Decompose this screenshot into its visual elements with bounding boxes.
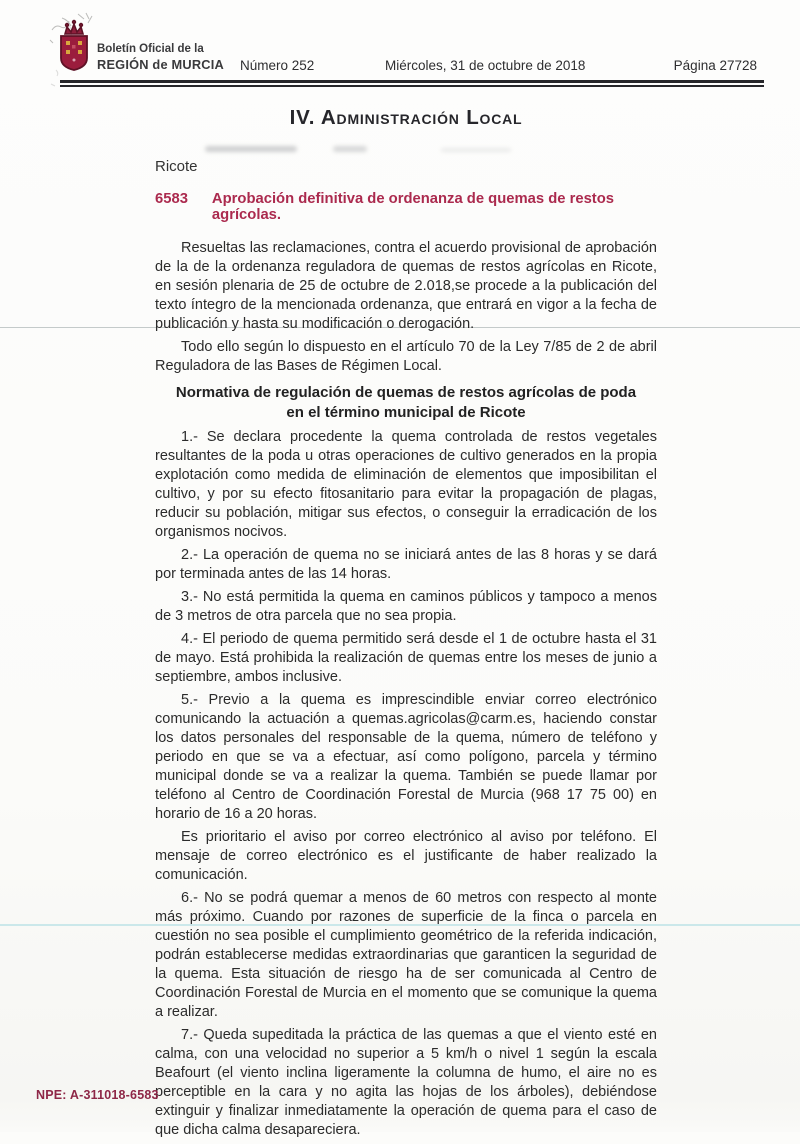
smudge-blob	[333, 146, 367, 152]
header-divider	[60, 80, 764, 87]
regulation-paragraph: 7.- Queda supeditada la práctica de las quemas a que el viento esté en calma, con una velocidad no superior a 5 km/h o nivel 1 según la escala Beafourt (el viento inclina ligeramente la columna de humo, el aire no es perceptible en la cara y no agita las hojas de los árboles), debiéndose extinguir y finalizar inmediatamente la operación de quema para el caso de que dicha calma desapareciera.	[155, 1027, 657, 1138]
ordinance-heading: Normativa de regulación de quemas de restos agrícolas de poda en el término municipal de Ricote	[175, 384, 637, 421]
faded-text-smudge	[155, 144, 657, 156]
regulation-paragraph: 4.- El periodo de quema permitido será desde el 1 de octubre hasta el 31 de mayo. Está prohibida la realización de quemas entre los meses de junio a septiembre, ambos inclusive.	[155, 631, 657, 685]
brand-line-1: Boletín Oficial de la	[97, 43, 204, 55]
issue-number: Número 252	[240, 58, 315, 73]
regulation-paragraph: 2.- La operación de quema no se iniciará antes de las 8 horas y se dará por terminada antes de las 14 horas.	[155, 547, 657, 582]
page-number: Página 27728	[673, 58, 757, 73]
publication-date: Miércoles, 31 de octubre de 2018	[385, 58, 586, 73]
intro-paragraph: Resueltas las reclamaciones, contra el acuerdo provisional de aprobación de la de la ordenanza reguladora de quemas de restos agrícolas en Ricote, en sesión plenaria de 25 de octubre de 2.018,se procede a la publicación del texto íntegro de la mencionada ordenanza, que entrará en vigor a la fecha de publicación y hasta su modificación o derogación.	[155, 240, 657, 332]
announcement-title: Aprobación definitiva de ordenanza de quemas de restos agrícolas.	[211, 191, 614, 223]
announcement-heading	[155, 191, 657, 223]
intro-paragraph: Todo ello según lo dispuesto en el artículo 70 de la Ley 7/85 de 2 de abril Reguladora de las Bases de Régimen Local.	[155, 339, 657, 374]
smudge-blob	[205, 146, 297, 152]
municipality-name: Ricote	[155, 158, 198, 175]
announcement-number: 6583	[155, 191, 188, 207]
brand-line-2: REGIÓN de MURCIA	[97, 56, 224, 72]
regulation-paragraph: 5.- Previo a la quema es imprescindible enviar correo electrónico comunicando la actuación a quemas.agricolas@carm.es, haciendo constar los datos personales del responsable de la quema, número de teléfono y periodo en que se va a efectuar, así como polígono, parcela y término municipal donde se va a realizar la quema. También se puede llamar por teléfono al Centro de Coordinación Forestal de Murcia (968 17 75 00) en horario de 16 a 20 horas.	[155, 692, 657, 822]
regulation-paragraph: 3.- No está permitida la quema en caminos públicos y tampoco a menos de 3 metros de otra parcela que no sea propia.	[155, 589, 657, 624]
document-body	[155, 106, 657, 1144]
regulation-paragraph: Es prioritario el aviso por correo electrónico al aviso por teléfono. El mensaje de correo electrónico es el justificante de haber realizado la comunicación.	[155, 829, 657, 883]
header-meta	[0, 58, 800, 78]
crown-icon	[65, 21, 83, 34]
regulation-paragraph: 1.- Se declara procedente la quema controlada de restos vegetales resultantes de la poda u otras operaciones de cultivo generados en la propia explotación como medida de eliminación de elementos que imposibilitan el cultivo, y por su efecto fitosanitario para evitar la propagación de plagas, reducir su población, mitigar sus efectos, o conseguir la erradicación de los organismos nocivos.	[155, 429, 657, 540]
regulation-paragraph: 6.- No se podrá quemar a menos de 60 metros con respecto al monte más próximo. Cuando por razones de superficie de la finca o parcela en cuestión no sea posible el cumplimiento geométrico de la referida indicación, podrán establecerse medidas extraordinarias que garanticen la seguridad de la quema. Esta situación de riesgo ha de ser comunicada al Centro de Coordinación Forestal de Murcia en el momento que se comunique la quema a realizar.	[155, 890, 657, 1020]
borm-crest-logo	[48, 10, 100, 90]
section-title: IV. Administración Local	[289, 106, 523, 129]
smudge-blob	[441, 148, 511, 152]
npe-reference: NPE: A-311018-6583	[36, 1088, 159, 1102]
